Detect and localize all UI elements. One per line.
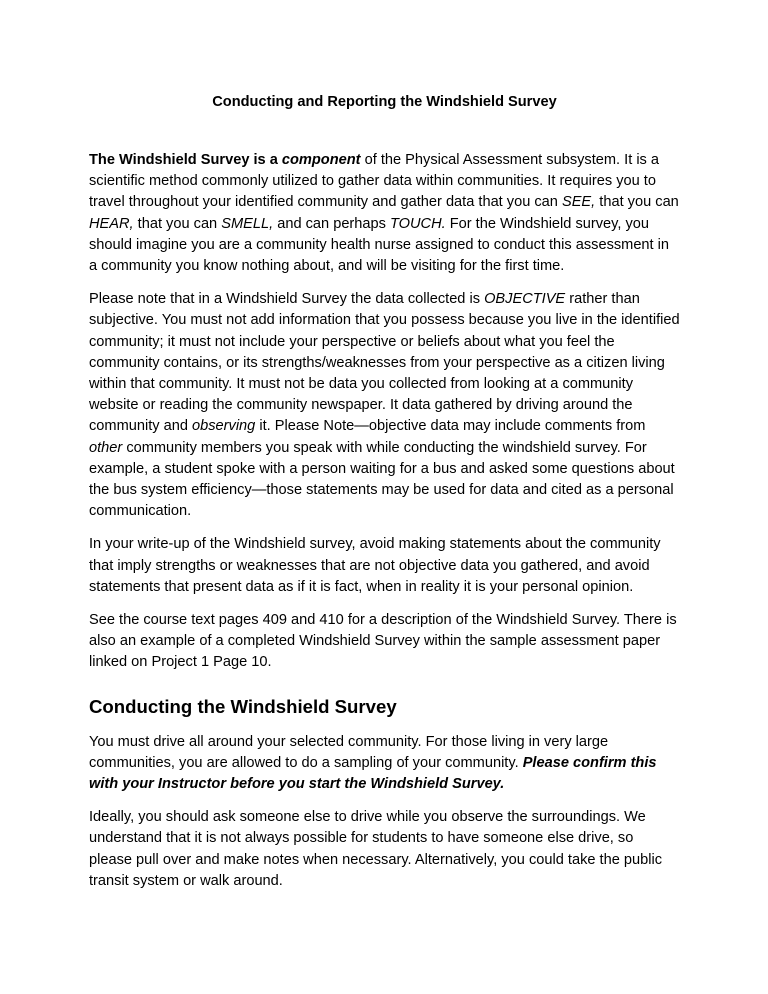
other-word: other [89, 439, 123, 456]
drive-paragraph: You must drive all around your selected community. For those living in very large communities, you are allowed to do a sampling of your community. Please confirm this with your Instructor before you start the Windshield Survey. [89, 733, 657, 793]
observing-word: observing [192, 418, 256, 435]
intro-lead-bold-italic: component [281, 152, 361, 168]
course-text-paragraph: See the course text pages 409 and 410 for a description of the Windshield Survey. There is also an example of a completed Windshield Survey within the sample assessment paper linked on Project 1 Page 10. [89, 612, 677, 671]
sense-touch: TOUCH. [390, 215, 446, 232]
objective-paragraph: Please note that in a Windshield Survey the data collected is OBJECTIVE rather than subjective. You must not add information that you possess because you live in the identified community; it must not include your perspective or beliefs about what you feel the community contains, or its strengths/weaknesses from your perspective as a citizen living within that community. It must not be data you collected from looking at a community website or reading the community newspaper. It data gathered by driving around the community and observing it. Please Note—objective data may include comments from other community members you speak with while conducting the windshield survey. For example, a student spoke with a person waiting for a bus and asked some questions about the bus system efficiency—those statements may be used for data and cited as a personal communication. [89, 291, 680, 520]
objective-word: OBJECTIVE [484, 291, 566, 308]
instructor-confirm-emphasis: Please confirm this with your Instructor before you start the Windshield Survey. [89, 754, 657, 793]
sense-smell: SMELL, [221, 215, 274, 232]
intro-lead-bold: The Windshield Survey is a [89, 152, 282, 168]
ideally-paragraph: Ideally, you should ask someone else to drive while you observe the surroundings. We understand that it is not always possible for students to have someone else drive, so please pull over and make notes when necessary. Alternatively, you could take the public transit system or walk around. [89, 809, 663, 889]
section-heading: Conducting the Windshield Survey [89, 695, 397, 717]
intro-paragraph: The Windshield Survey is a component of the Physical Assessment subsystem. It is a scientific method commonly utilized to gather data within communities. It requires you to travel throughout your identified community and gather data that you can SEE, that you can HEAR, that you can SMELL, and can perhaps TOUCH. For the Windshield survey, you should imagine you are a community health nurse assigned to conduct this assessment in a community you know nothing about, and will be visiting for the first time. [89, 152, 679, 275]
writeup-paragraph: In your write-up of the Windshield survey, avoid making statements about the community that imply strengths or weaknesses that are not objective data you gathered, and avoid statements that present data as if it is fact, when in reality it is your personal opinion. [89, 536, 661, 595]
document-title: Conducting and Reporting the Windshield Survey [212, 94, 557, 110]
sense-hear: HEAR, [89, 215, 134, 232]
sense-see: SEE, [561, 194, 596, 211]
